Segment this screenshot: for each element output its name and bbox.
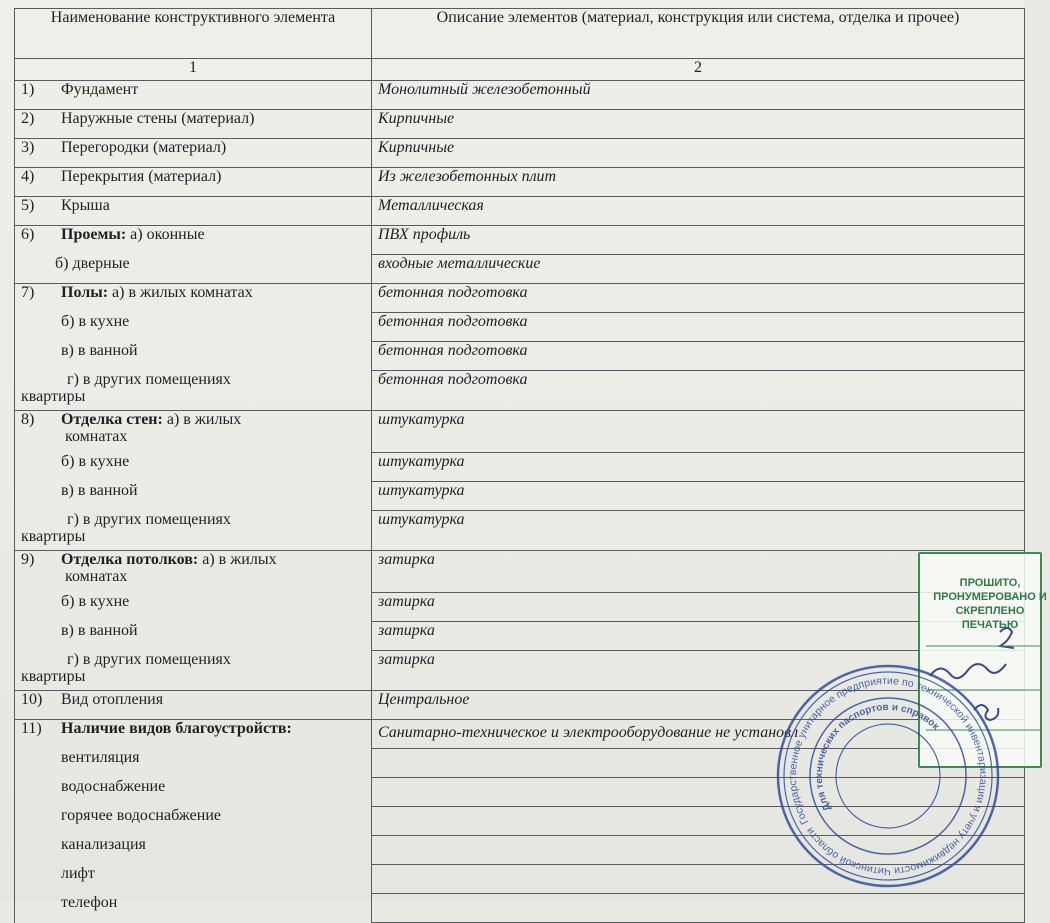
row-label: лифт (15, 865, 372, 894)
column-number-2: 2 (372, 59, 1025, 81)
row-number: 11) (21, 720, 42, 737)
row-value: Монолитный железобетонный (372, 81, 1025, 110)
column-number-row (15, 59, 1025, 81)
row-label: Фундамент (61, 81, 139, 98)
table-row (15, 110, 1025, 139)
row-label-cont: комнатах (65, 428, 128, 445)
row-label: Крыша (61, 197, 110, 214)
row-value: затирка (372, 622, 1025, 651)
row-value: затирка (372, 651, 1025, 691)
row-label: вентиляция (15, 749, 372, 778)
row-number: 5) (21, 197, 35, 214)
row-number: 4) (21, 168, 35, 185)
row-value: Кирпичные (372, 110, 1025, 139)
table-row (15, 81, 1025, 110)
table-row (15, 284, 1025, 313)
row-label: Перекрытия (материал) (61, 168, 222, 185)
table-row (15, 894, 1025, 923)
row-heading: Проемы: (61, 226, 127, 243)
row-heading: Наличие видов благоустройств: (61, 720, 292, 737)
table-row (15, 168, 1025, 197)
row-label-cont: квартиры (21, 667, 86, 685)
row-label: а) в жилых (166, 411, 242, 428)
row-label: а) в жилых (202, 551, 277, 568)
row-label: водоснабжение (15, 778, 372, 807)
row-value: бетонная подготовка (372, 371, 1025, 411)
row-number: 2) (21, 110, 35, 127)
row-label: канализация (15, 836, 372, 865)
row-value: Из железобетонных плит (372, 168, 1025, 197)
row-number: 7) (21, 284, 35, 301)
row-value: штукатурка (372, 511, 1025, 551)
row-label: б) в кухне (15, 593, 372, 622)
table-header-row (15, 9, 1025, 59)
row-value: бетонная подготовка (372, 342, 1025, 371)
table-row (15, 482, 1025, 511)
row-number: 1) (21, 81, 35, 98)
row-value: Центральное (372, 691, 1025, 720)
row-label-cont: комнатах (65, 568, 128, 585)
row-label: а) в жилых комнатах (112, 284, 253, 301)
table-row (15, 313, 1025, 342)
row-number: 3) (21, 139, 35, 156)
row-value: бетонная подготовка (372, 284, 1025, 313)
row-heading: Полы: (61, 284, 109, 301)
row-value: Металлическая (372, 197, 1025, 226)
row-value: штукатурка (372, 482, 1025, 511)
table-row (15, 411, 1025, 453)
row-label: в) в ванной (15, 482, 372, 511)
row-heading: Отделка потолков: (61, 551, 199, 568)
table-row (15, 371, 1025, 411)
table-row (15, 593, 1025, 622)
row-value: бетонная подготовка (372, 313, 1025, 342)
table-row (15, 622, 1025, 651)
row-label: б) в кухне (15, 453, 372, 482)
table-row (15, 342, 1025, 371)
row-label-cont: квартиры (21, 527, 86, 545)
row-value: штукатурка (372, 411, 1025, 453)
row-label: телефон (15, 894, 372, 923)
row-label: б) дверные (15, 255, 372, 284)
row-value: затирка (372, 551, 1025, 593)
row-number: 8) (21, 411, 35, 428)
table-row (15, 453, 1025, 482)
row-value: штукатурка (372, 453, 1025, 482)
row-label: г) в других помещениях (67, 510, 231, 528)
table-row (15, 226, 1025, 255)
row-label: горячее водоснабжение (15, 807, 372, 836)
row-label: Вид отопления (61, 691, 164, 708)
row-label: б) в кухне (15, 313, 372, 342)
row-label: г) в других помещениях (67, 370, 231, 388)
svg-text:Государственное унитарное пред (774, 662, 1002, 890)
row-label: Перегородки (материал) (61, 139, 227, 156)
row-label-cont: квартиры (21, 387, 86, 405)
row-label: Наружные стены (материал) (61, 110, 255, 127)
row-number: 10) (21, 691, 43, 708)
row-value: Санитарно-техническое и электрооборудование не установл (372, 720, 1025, 749)
table-row (15, 255, 1025, 284)
row-number: 6) (21, 226, 35, 243)
table-row (15, 139, 1025, 168)
row-value: Кирпичные (372, 139, 1025, 168)
header-col1: Наименование конструктивного элемента (15, 9, 372, 59)
row-value: ПВХ профиль (372, 226, 1025, 255)
column-number-1: 1 (15, 59, 372, 81)
row-heading: Отделка стен: (61, 411, 163, 428)
seal-inner-text: Для технических паспортов и справок (813, 701, 942, 813)
table-row (15, 511, 1025, 551)
row-value: входные металлические (372, 255, 1025, 284)
row-label: в) в ванной (15, 622, 372, 651)
row-label: г) в других помещениях (67, 650, 231, 668)
row-number: 9) (21, 551, 35, 568)
round-seal (774, 662, 1002, 890)
header-col2: Описание элементов (материал, конструкция или система, отделка и прочее) (372, 9, 1025, 59)
row-value: затирка (372, 593, 1025, 622)
binding-stamp-text: ПРОШИТО, ПРОНУМЕРОВАНО И СКРЕПЛЕНО ПЕЧАТЬЮ (933, 577, 1047, 631)
row-label: а) оконные (130, 226, 205, 243)
row-label: в) в ванной (15, 342, 372, 371)
table-row (15, 197, 1025, 226)
seal-outer-text: Государственное унитарное предприятие по технической инвентаризации и учету недвижимости Читинской области (786, 674, 990, 878)
table-row (15, 551, 1025, 593)
